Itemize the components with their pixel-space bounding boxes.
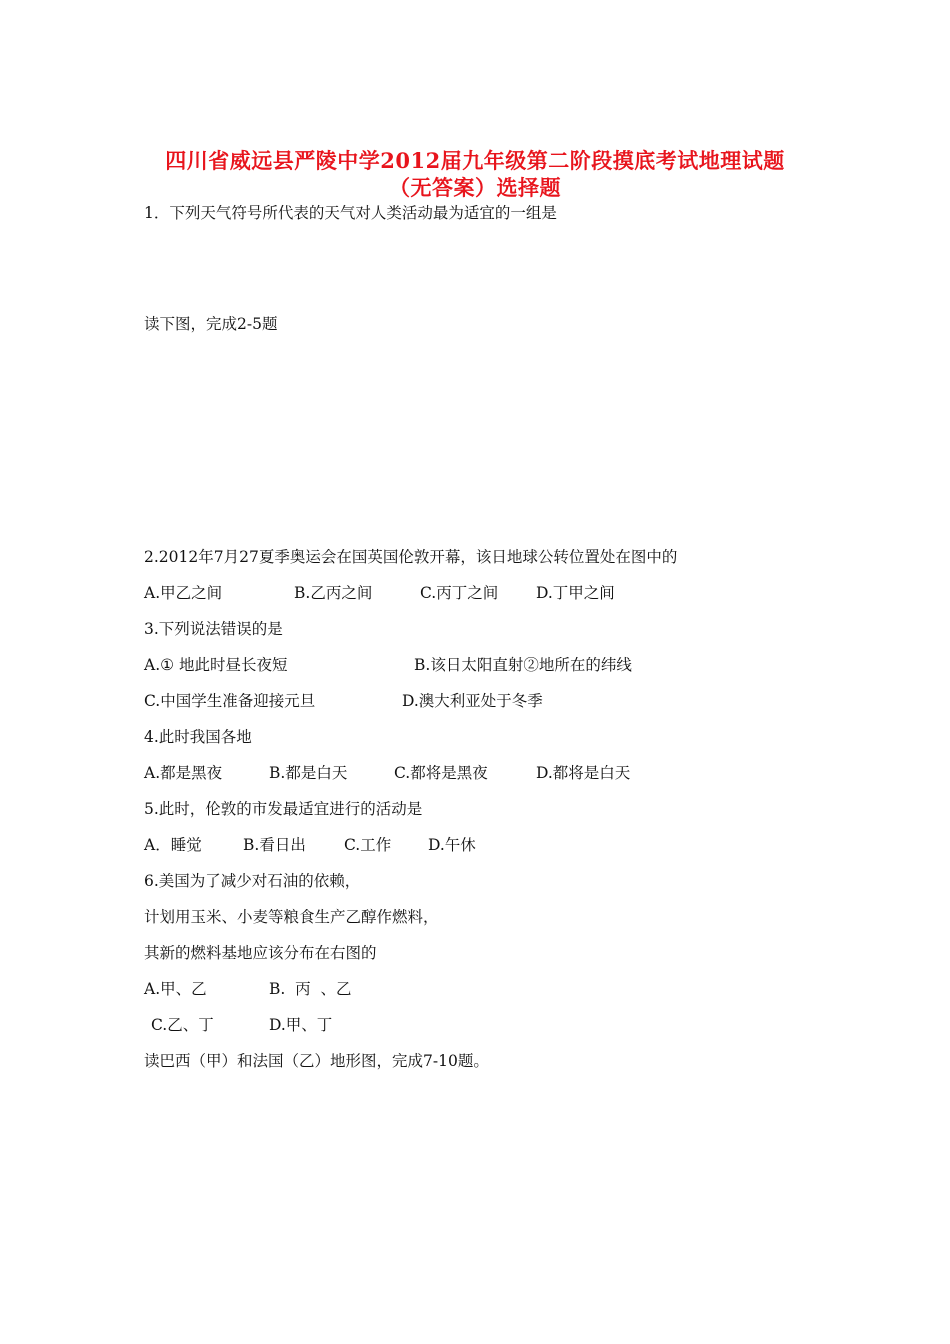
q5-option-c: C.工作 [344,836,392,854]
q2-option-c: C.丙丁之间 [420,584,499,602]
exam-title-line2: （无答案）选择题 [389,175,561,200]
q5-option-b: B.看日出 [243,836,306,854]
q5-option-a: A．睡觉 [144,836,202,854]
q6-option-b: B. 丙 、乙 [269,980,352,998]
exam-title-line1: 四川省威远县严陵中学2012届九年级第二阶段摸底考试地理试题 [165,148,785,173]
q6-option-d: D.甲、丁 [269,1016,333,1034]
q5-option-d: D.午休 [428,836,476,854]
q3-option-d: D.澳大利亚处于冬季 [402,692,543,710]
q4-option-b: B.都是白天 [269,764,348,782]
question-5: 5.此时，伦敦的市发最适宜进行的活动是 [144,800,423,818]
question-3: 3.下列说法错误的是 [144,620,283,638]
q2-option-b: B.乙丙之间 [294,584,373,602]
q3-option-c: C.中国学生准备迎接元旦 [144,692,316,710]
q4-option-d: D.都将是白天 [536,764,631,782]
question-1: 1．下列天气符号所代表的天气对人类活动最为适宜的一组是 [144,204,557,222]
question-4: 4.此时我国各地 [144,728,252,746]
question-2: 2.2012年7月27夏季奥运会在国英国伦敦开幕，该日地球公转位置处在图中的 [144,548,678,566]
question-6-line1: 6.美国为了减少对石油的依赖， [144,872,361,890]
q3-option-b: B.该日太阳直射②地所在的纬线 [414,656,632,674]
question-6-line2: 计划用玉米、小麦等粮食生产乙醇作燃料， [144,908,439,926]
question-6-line3: 其新的燃料基地应该分布在右图的 [144,944,377,962]
q2-option-d: D.丁甲之间 [536,584,615,602]
read-figure-instruction-2: 读巴西（甲）和法国（乙）地形图，完成7-10题。 [144,1052,489,1070]
q4-option-a: A.都是黑夜 [144,764,223,782]
read-figure-instruction: 读下图，完成2-5题 [144,315,278,333]
q3-option-a: A.① 地此时昼长夜短 [144,656,288,674]
q6-option-c: C.乙、丁 [151,1016,214,1034]
q4-option-c: C.都将是黑夜 [394,764,488,782]
q6-option-a: A.甲、乙 [144,980,207,998]
q2-option-a: A.甲乙之间 [144,584,223,602]
